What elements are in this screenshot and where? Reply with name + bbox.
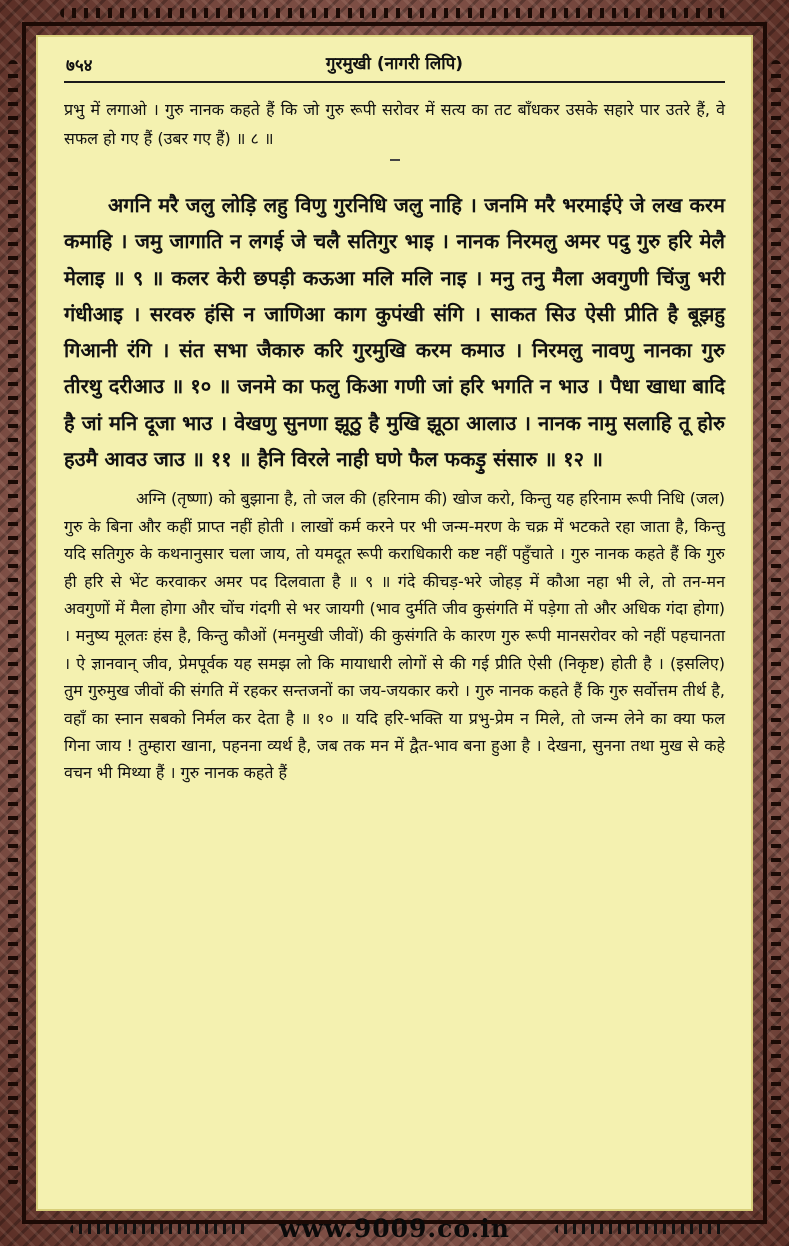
- page-number: ७५४: [66, 56, 93, 76]
- page-title: गुरमुखी (नागरी लिपि): [325, 54, 464, 74]
- translation-paragraph: अग्नि (तृष्णा) को बुझाना है, तो जल की (हरिनाम की) खोज करो, किन्तु यह हरिनाम रूपी निधि (जल) गुरु के बिना और कहीं प्राप्त नहीं होती । लाखों कर्म करने पर भी जन्म-मरण के चक्र में भटकते रहा जाता है, किन्तु यदि सतिगुरु के कथनानुसार चला जाय, तो यमदूत रूपी कराधिकारी कष्ट नहीं पहुँचाते । गुरु नानक कहते हैं कि गुरु ही हरि से भेंट करवाकर अमर पद दिलवाता है ॥ ९ ॥ गंदे कीचड़-भरे जोहड़ में कौआ नहा भी ले, तो तन-मन अवगुणों में मैला होगा और चोंच गंदगी से भर जायगी (भाव दुर्मति जीव कुसंगति में पड़ेगा तो और अधिक गंदा होगा) । मनुष्य मूलतः हंस है, किन्तु कौओं (मनमुखी जीवों) की कुसंगति के कारण गुरु रूपी मानसरोवर को नहीं पहचानता । ऐ ज्ञानवान् जीव, प्रेमपूर्वक यह समझ लो कि मायाधारी लोगों से की गई प्रीति ऐसी (निकृष्ट) होती है । (इसलिए) तुम गुरुमुख जीवों की संगति में रहकर सन्तजनों का जय-जयकार करो । गुरु नानक कहते हैं कि गुरु सर्वोत्तम तीर्थ है, वहाँ का स्नान सबको निर्मल कर देता है ॥ १० ॥ यदि हरि-भक्ति या प्रभु-प्रेम न मिले, तो जन्म लेने का क्या फल गिना जाय ! तुम्हारा खाना, पहनना व्यर्थ है, जब तक मन में द्वैत-भाव बना हुआ है । देखना, सुनना तथा मुख से कहे वचन भी मिथ्या हैं । गुरु नानक कहते हैं: [64, 489, 725, 783]
- intro-paragraph: प्रभु में लगाओ । गुरु नानक कहते हैं कि जो गुरु रूपी सरोवर में सत्य का तट बाँधकर उसके सहारे पार उतरे हैं, वे सफल हो गए हैं (उबर गए हैं) ॥ ८ ॥: [64, 100, 725, 148]
- top-scroll-ornament: [60, 8, 729, 18]
- verse-paragraph: अगनि मरै जलु लोड़ि लहु विणु गुरनिधि जलु नाहि । जनमि मरै भरमाईऐ जे लख करम कमाहि । जमु जागाति न लगई जे चलै सतिगुर भाइ । नानक निरमलु अमर पदु गुरु हरि मेलै मेलाइ ॥ ९ ॥ कलर केरी छपड़ी कऊआ मलि मलि नाइ । मनु तनु मैला अवगुणी चिंजु भरी गंधीआइ । सरवरु हंसि न जाणिआ काग कुपंखी संगि । साकत सिउ ऐसी प्रीति है बूझहु गिआनी रंगि । संत सभा जैकारु करि गुरमुखि करम कमाउ । निरमलु नावणु नानका गुरु तीरथु दरीआउ ॥ १० ॥ जनमे का फलु किआ गणी जां हरि भगति न भाउ । पैधा खाधा बादि है जां मनि दूजा भाउ । वेखणु सुनणा झूठु है मुखि झूठा आलाउ । नानक नामु सलाहि तू होरु हउमै आवउ जाउ ॥ ११ ॥ हैनि विरले नाही घणे फैल फकड़ु संसारु ॥ १२ ॥: [64, 193, 725, 472]
- left-scroll-ornament: [8, 60, 18, 1186]
- section-divider: [390, 159, 400, 161]
- right-scroll-ornament: [771, 60, 781, 1186]
- page: [36, 35, 753, 1211]
- footer-right-ornament: [555, 1224, 725, 1234]
- footer: [0, 1214, 789, 1244]
- footer-url: www.9009.co.in: [279, 1214, 510, 1243]
- page-header: [64, 35, 725, 83]
